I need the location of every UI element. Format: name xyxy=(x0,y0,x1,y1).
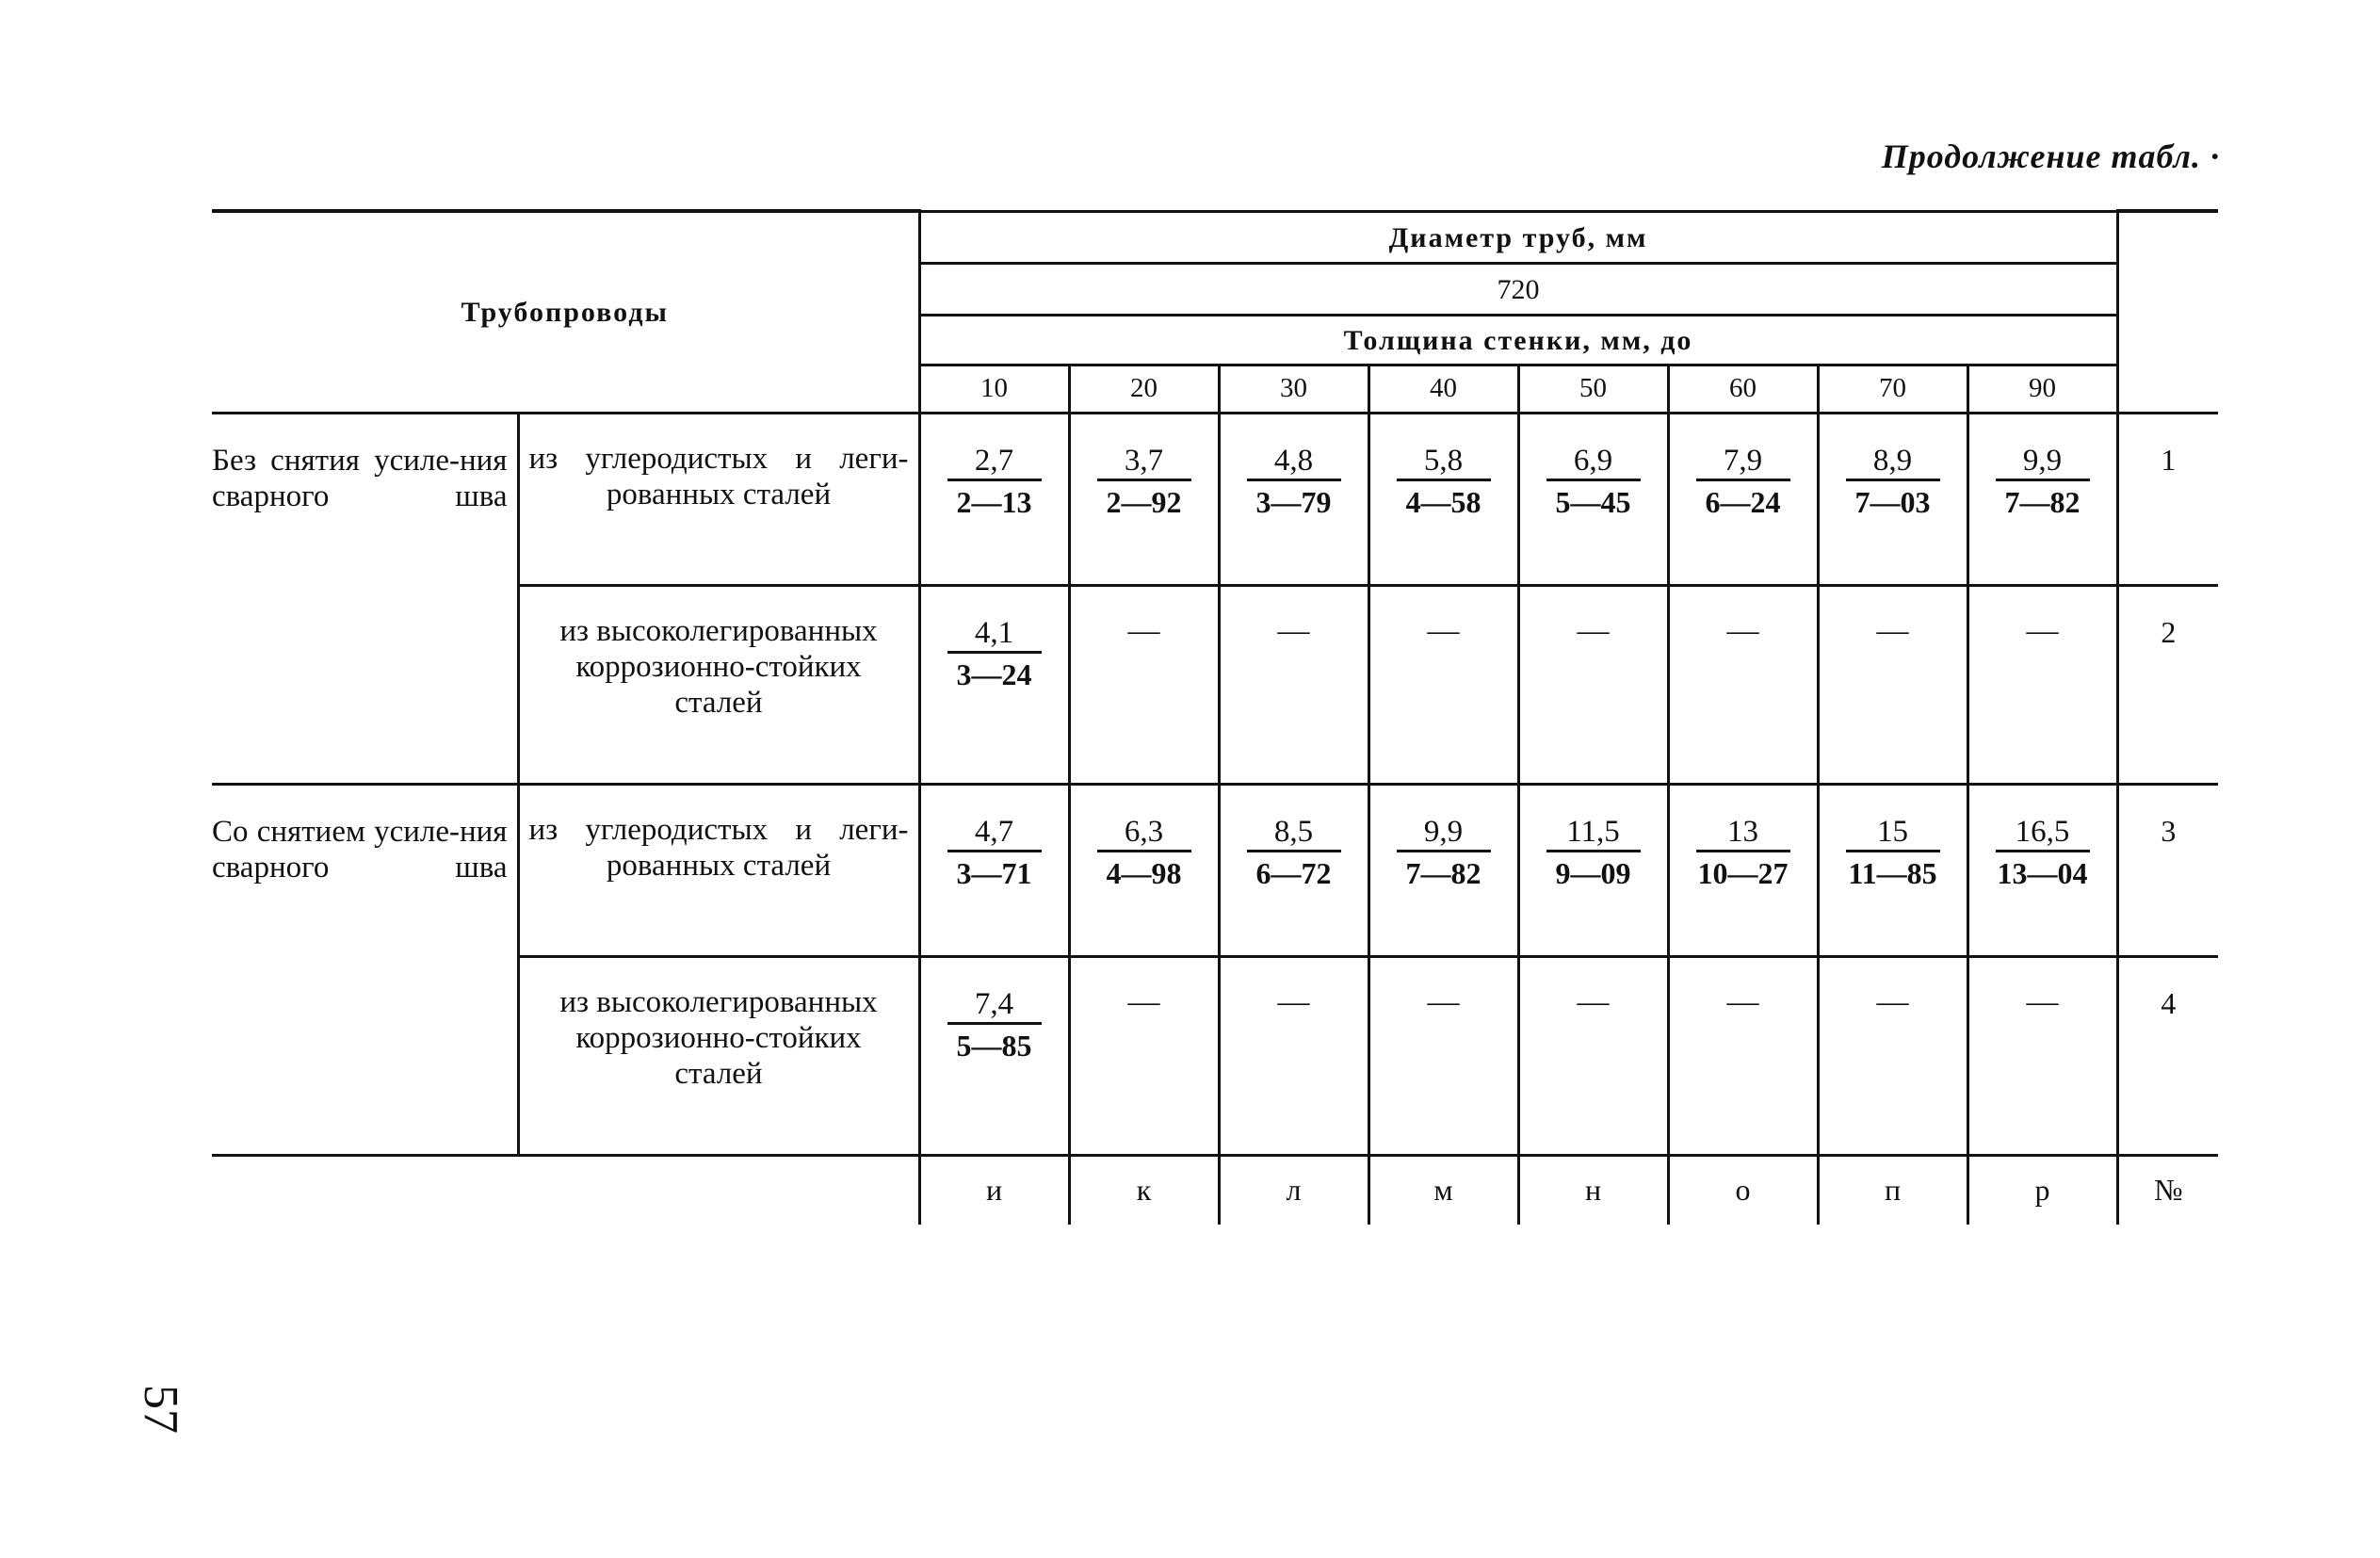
fraction-denominator: 2—13 xyxy=(956,484,1032,519)
fraction-value xyxy=(1247,443,1341,521)
fraction-value xyxy=(1097,814,1191,892)
table-row xyxy=(212,784,2218,956)
fraction-numerator: 6,3 xyxy=(1097,814,1191,852)
fraction-value xyxy=(1846,443,1940,521)
thickness-header-cell: 90 xyxy=(1967,365,2117,413)
page-number: 57 xyxy=(134,1385,187,1434)
value-cell xyxy=(919,585,1069,784)
fraction-numerator: 4,1 xyxy=(947,615,1042,654)
fraction-value xyxy=(947,443,1042,521)
dash-cell: — xyxy=(1518,585,1668,784)
value-cell xyxy=(1518,413,1668,585)
dash-cell: — xyxy=(1368,956,1518,1155)
fraction-value xyxy=(1397,443,1491,521)
fraction-denominator: 3—24 xyxy=(956,657,1032,691)
column-letter: л xyxy=(1219,1155,1368,1225)
sub-label: из высоколегированных коррозионно-стойких сталей xyxy=(559,613,878,720)
dash-cell: — xyxy=(1069,585,1219,784)
header-diameter-label: Диаметр труб, мм xyxy=(1388,221,1648,253)
row-number: 1 xyxy=(2117,413,2218,585)
dash-cell: — xyxy=(1069,956,1219,1155)
fraction-value xyxy=(947,615,1042,693)
fraction-denominator: 7—82 xyxy=(1405,855,1481,890)
header-num-column xyxy=(2117,211,2218,413)
header-diameter-value-label: 720 xyxy=(1497,273,1540,305)
fraction-numerator: 15 xyxy=(1846,814,1940,852)
group-label: Без снятия усиле-ния сварного шва xyxy=(212,443,508,513)
column-letter: р xyxy=(1967,1155,2117,1225)
fraction-numerator: 7,4 xyxy=(947,986,1042,1025)
thickness-header-cell: 20 xyxy=(1069,365,1219,413)
fraction-numerator: 4,7 xyxy=(947,814,1042,852)
thickness-header-cell: 40 xyxy=(1368,365,1518,413)
sub-label-cell xyxy=(518,585,919,784)
column-letter: н xyxy=(1518,1155,1668,1225)
fraction-denominator: 4—98 xyxy=(1106,855,1182,890)
group-label: Со снятием усиле-ния сварного шва xyxy=(212,814,508,884)
dash-cell: — xyxy=(1967,585,2117,784)
group-label-cell xyxy=(212,413,518,784)
row-number: 4 xyxy=(2117,956,2218,1155)
value-cell xyxy=(1967,413,2117,585)
header-diameter xyxy=(919,211,2117,263)
fraction-numerator: 7,9 xyxy=(1696,443,1790,481)
thickness-header-cell: 50 xyxy=(1518,365,1668,413)
fraction-value xyxy=(1247,814,1341,892)
sub-label-cell xyxy=(518,956,919,1155)
value-cell xyxy=(1069,413,1219,585)
value-cell xyxy=(919,956,1069,1155)
fraction-numerator: 2,7 xyxy=(947,443,1042,481)
value-cell xyxy=(919,413,1069,585)
fraction-numerator: 5,8 xyxy=(1397,443,1491,481)
value-cell xyxy=(1368,784,1518,956)
value-cell xyxy=(1368,413,1518,585)
fraction-denominator: 11—85 xyxy=(1848,855,1937,890)
fraction-numerator: 16,5 xyxy=(1996,814,2090,852)
fraction-value xyxy=(1397,814,1491,892)
fraction-numerator: 9,9 xyxy=(1996,443,2090,481)
table-header xyxy=(212,211,2218,413)
dash-cell: — xyxy=(1668,585,1818,784)
value-cell xyxy=(919,784,1069,956)
fraction-denominator: 9—09 xyxy=(1555,855,1631,890)
fraction-denominator: 13—04 xyxy=(1997,855,2088,890)
fraction-denominator: 7—82 xyxy=(2004,484,2080,519)
dash-cell: — xyxy=(1668,956,1818,1155)
table-body xyxy=(212,413,2218,1155)
value-cell xyxy=(1069,784,1219,956)
value-cell xyxy=(1818,784,1967,956)
fraction-value xyxy=(1996,443,2090,521)
thickness-header-cell: 60 xyxy=(1668,365,1818,413)
header-pipelines-label: Трубопроводы xyxy=(461,297,669,329)
fraction-numerator: 9,9 xyxy=(1397,814,1491,852)
fraction-denominator: 4—58 xyxy=(1405,484,1481,519)
sub-label: из углеродистых и леги-рованных сталей xyxy=(528,812,909,883)
fraction-value xyxy=(947,986,1042,1064)
thickness-header-cell: 70 xyxy=(1818,365,1967,413)
sub-label-cell xyxy=(518,784,919,956)
value-cell xyxy=(1668,413,1818,585)
fraction-denominator: 2—92 xyxy=(1106,484,1182,519)
fraction-denominator: 5—45 xyxy=(1555,484,1631,519)
table-row xyxy=(212,413,2218,585)
column-letter: п xyxy=(1818,1155,1967,1225)
dash-cell: — xyxy=(1818,585,1967,784)
norms-table-wrapper xyxy=(212,209,2218,1225)
fraction-numerator: 6,9 xyxy=(1546,443,1641,481)
norms-table xyxy=(212,209,2218,1225)
header-thickness xyxy=(919,315,2117,365)
sub-label-cell xyxy=(518,413,919,585)
fraction-value xyxy=(1546,814,1641,892)
row-number: 3 xyxy=(2117,784,2218,956)
fraction-value xyxy=(1097,443,1191,521)
table-continuation-caption: Продолжение табл. · xyxy=(1881,138,2220,175)
fraction-denominator: 3—79 xyxy=(1255,484,1332,519)
fraction-value xyxy=(1696,443,1790,521)
sub-label: из высоколегированных коррозионно-стойких сталей xyxy=(559,984,878,1091)
row-number: 2 xyxy=(2117,585,2218,784)
group-label-cell xyxy=(212,784,518,1155)
dash-cell: — xyxy=(1368,585,1518,784)
fraction-denominator: 10—27 xyxy=(1697,855,1789,890)
fraction-denominator: 3—71 xyxy=(956,855,1032,890)
dash-cell: — xyxy=(1518,956,1668,1155)
column-letter: и xyxy=(919,1155,1069,1225)
fraction-denominator: 6—24 xyxy=(1705,484,1781,519)
thickness-header-cell: 10 xyxy=(919,365,1069,413)
fraction-numerator: 8,5 xyxy=(1247,814,1341,852)
fraction-numerator: 8,9 xyxy=(1846,443,1940,481)
fraction-denominator: 5—85 xyxy=(956,1028,1032,1063)
value-cell xyxy=(1219,413,1368,585)
header-pipelines xyxy=(212,211,919,413)
value-cell xyxy=(1967,784,2117,956)
footer-num-label: № xyxy=(2117,1155,2218,1225)
dash-cell: — xyxy=(1818,956,1967,1155)
header-thickness-label: Толщина стенки, мм, до xyxy=(1343,324,1693,356)
fraction-value xyxy=(1546,443,1641,521)
value-cell xyxy=(1518,784,1668,956)
column-letters-row xyxy=(212,1155,2218,1225)
dash-cell: — xyxy=(1219,585,1368,784)
dash-cell: — xyxy=(1219,956,1368,1155)
thickness-header-cell: 30 xyxy=(1219,365,1368,413)
fraction-numerator: 4,8 xyxy=(1247,443,1341,481)
dash-cell: — xyxy=(1967,956,2117,1155)
fraction-numerator: 3,7 xyxy=(1097,443,1191,481)
fraction-value xyxy=(1846,814,1940,892)
fraction-denominator: 7—03 xyxy=(1854,484,1931,519)
header-diameter-value xyxy=(919,263,2117,315)
fraction-numerator: 13 xyxy=(1696,814,1790,852)
fraction-value xyxy=(1996,814,2090,892)
footer-blank-cell xyxy=(212,1155,919,1225)
fraction-numerator: 11,5 xyxy=(1546,814,1641,852)
fraction-value xyxy=(1696,814,1790,892)
value-cell xyxy=(1668,784,1818,956)
sub-label: из углеродистых и леги-рованных сталей xyxy=(528,441,909,511)
column-letter: о xyxy=(1668,1155,1818,1225)
column-letter: м xyxy=(1368,1155,1518,1225)
value-cell xyxy=(1219,784,1368,956)
column-letter: к xyxy=(1069,1155,1219,1225)
fraction-value xyxy=(947,814,1042,892)
value-cell xyxy=(1818,413,1967,585)
fraction-denominator: 6—72 xyxy=(1255,855,1332,890)
